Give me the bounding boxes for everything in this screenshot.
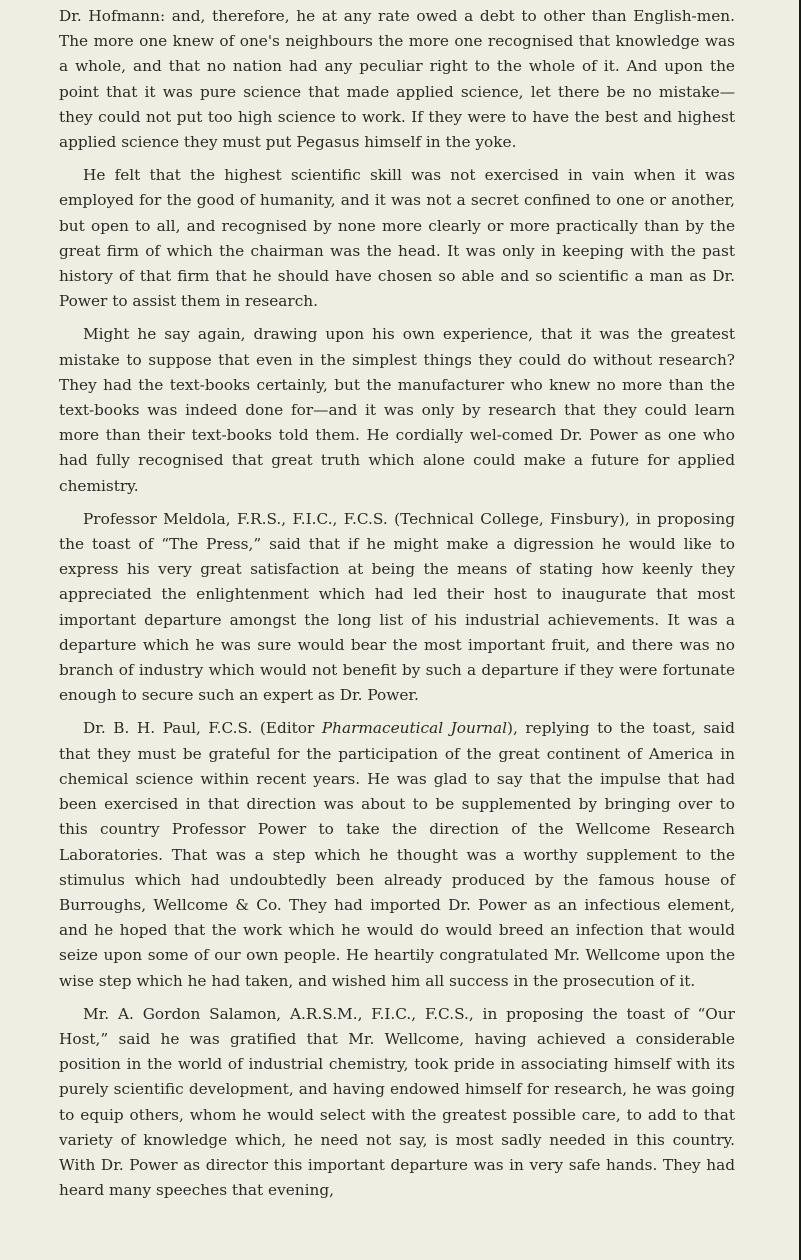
paragraph-5-text-b: ), replying to the toast, said that they must be grateful for the participation of the great continent of America in chemical science within recent years. He was glad to say that the impulse that had been exercised in that direction was about to be supplemented by bringing over to this country Professor Power to take the direction of the Wellcome Research Laboratories. That was a step which he thought was a worthy supplement to the stimulus which had undoubtedly been already produced by the famous house of Burroughs, Wellcome & Co. They had imported Dr. Power as an infectious element, and he hoped that the work which he would do would breed an infection that would seize upon some of our own people. He heartily congratulated Mr. Wellcome upon the wise step which he had taken, and wished him all success in the prosecution of it. — [59, 719, 735, 990]
paragraph-4-text: Professor Meldola, F.R.S., F.I.C., F.C.S. (Technical College, Finsbury), in proposing the toast of “The Press,” said that if he might make a digression he would like to express his very great satisfaction at being the means of stating how keenly they appreciated the enlightenment which had led their host to inaugurate that most important departure amongst the long list of his industrial achievements. It was a departure which he was sure would bear the most important fruit, and there was no branch of industry which would not benefit by such a departure if they were fortunate enough to secure such an expert as Dr. Power. — [59, 509, 735, 705]
paragraph-3-text: Might he say again, drawing upon his own experience, that it was the greatest mistake to suppose that even in the simplest things they could do without research? They had the text-books certainly, but the manufacturer who knew no more than the text-books was indeed done for—and it was only by research that they could learn more than their text-books told them. He cordially wel-comed Dr. Power as one who had fully recognised that great truth which alone could make a future for applied chemistry. — [59, 325, 735, 495]
paragraph-1 — [59, 4, 735, 155]
paragraph-3 — [59, 322, 735, 498]
paragraph-1-text: Dr. Hofmann: and, therefore, he at any rate owed a debt to other than English-men. The more one knew of one's neighbours the more one recognised that knowledge was a whole, and that no nation had any peculiar right to the whole of it. And upon the point that it was pure science that made applied science, let there be no mistake—they could not put too high science to work. If they were to have the best and highest applied science they must put Pegasus himself in the yoke. — [59, 7, 735, 152]
journal-title: Pharmaceutical Journal — [321, 719, 507, 738]
body-text — [59, 4, 735, 1211]
paragraph-6-text: Mr. A. Gordon Salamon, A.R.S.M., F.I.C., F.C.S., in proposing the toast of “Our Host,” said he was gratified that Mr. Wellcome, having achieved a considerable position in the world of industrial chemistry, took pride in associating himself with its purely scientific development, and having endowed himself for research, he was going to equip others, whom he would select with the greatest possible care, to add to that variety of knowledge which, he need not say, is most sadly needed in this country. With Dr. Power as director this important departure was in very safe hands. They had heard many speeches that evening, — [59, 1004, 735, 1200]
paragraph-2 — [59, 163, 735, 314]
paragraph-2-text: He felt that the highest scientific skill was not exercised in vain when it was employed for the good of humanity, and it was not a secret confined to one or another, but open to all, and recognised by none more clearly or more practically than by the great firm of which the chairman was the head. It was only in keeping with the past history of that firm that he should have chosen so able and so scientific a man as Dr. Power to assist them in research. — [59, 166, 735, 311]
paragraph-5 — [59, 716, 735, 993]
paragraph-5-text-a: Dr. B. H. Paul, F.C.S. (Editor — [83, 719, 322, 738]
paragraph-6 — [59, 1002, 735, 1204]
paragraph-4 — [59, 507, 735, 709]
